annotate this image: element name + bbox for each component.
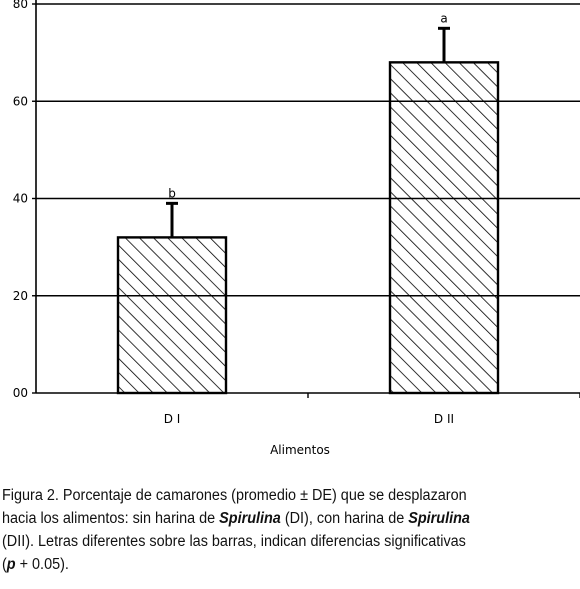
caption-line-2c: (DI), con harina de	[280, 510, 409, 527]
caption-p-value: p	[6, 556, 16, 573]
bar	[390, 62, 498, 393]
caption-spirulina-1: Spirulina	[219, 510, 281, 527]
x-axis-label: Alimentos	[270, 443, 330, 457]
significance-letter: a	[440, 11, 448, 26]
caption-spirulina-2: Spirulina	[408, 510, 470, 527]
y-tick-label: 20	[12, 288, 28, 303]
significance-letter: b	[168, 186, 176, 201]
figure-caption	[2, 484, 538, 576]
caption-line-3: (DII). Letras diferentes sobre las barras, indican diferencias significativas	[2, 533, 466, 550]
x-tick-label: D I	[163, 412, 181, 426]
y-tick-label: 40	[12, 191, 28, 206]
caption-line-4a: (	[2, 556, 7, 573]
y-tick-label: 80	[12, 0, 28, 11]
caption-line-1: Figura 2. Porcentaje de camarones (promedio ± DE) que se desplazaron	[2, 487, 467, 504]
y-tick-label: 60	[12, 94, 28, 109]
caption-line-2a: hacia los alimentos: sin harina de	[2, 510, 220, 527]
bar	[118, 237, 226, 393]
y-tick-label: 00	[12, 386, 28, 400]
caption-line-4c: + 0.05).	[15, 556, 69, 573]
x-tick-label: D II	[433, 412, 455, 426]
